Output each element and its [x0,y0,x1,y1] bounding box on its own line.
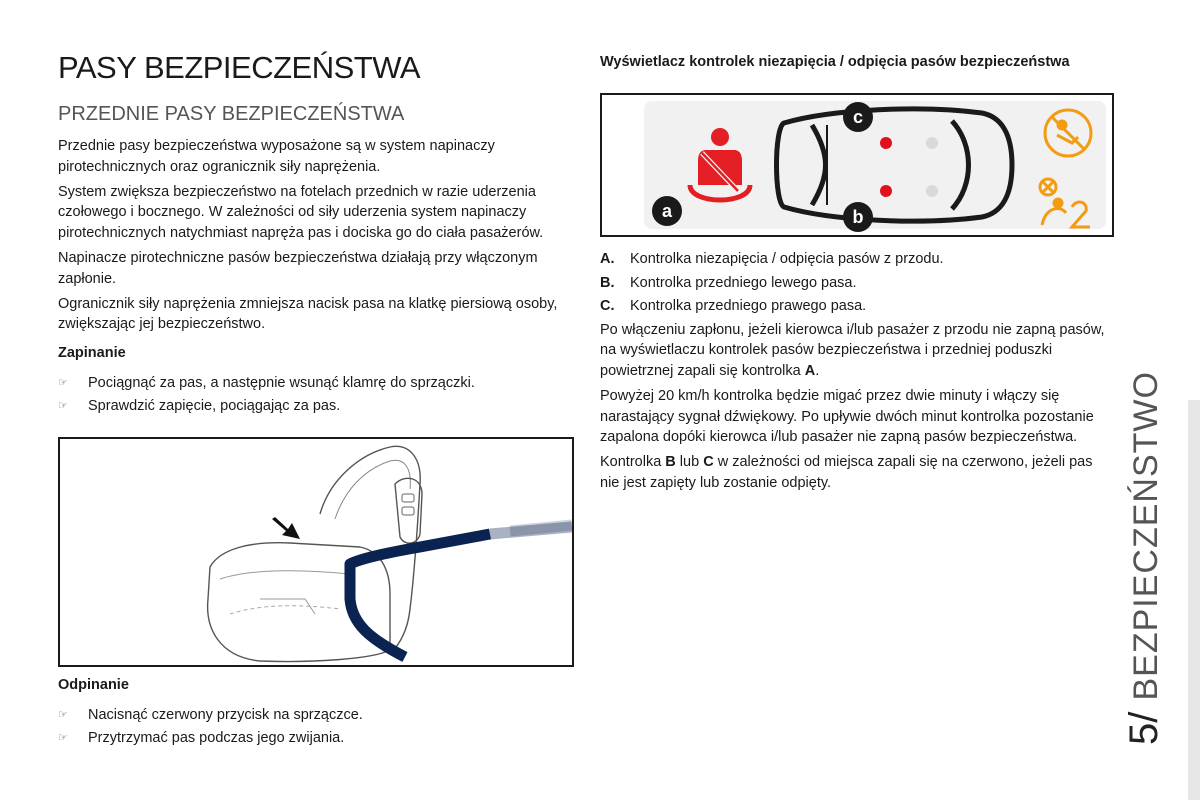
legend-item: A. Kontrolka niezapięcia / odpięcia pasów z przodu. [600,251,944,267]
unfastening-heading: Odpinanie [58,676,129,693]
legend-item: B. Kontrolka przedniego lewego pasa. [600,274,857,291]
chapter-name: BEZPIECZEŃSTWO [1127,371,1165,701]
legend-list [600,249,1110,317]
lamp-color-paragraph: Kontrolka B lub C w zależności od miejsca zapali się na czerwono, jeżeli pas nie jest zapięty lub zostanie odpięty. [600,454,1093,492]
seat-dot-rear-right [926,137,938,149]
unfastening-list [58,705,573,749]
right-column [600,52,1110,498]
seat-dot-front-right [880,137,892,149]
list-item [58,705,573,726]
hand-pointer-icon: ☞ [58,708,68,721]
display-heading: Wyświetlacz kontrolek niezapięcia / odpięcia pasów bezpieczeństwa [600,54,1070,70]
seat-dot-front-left [880,185,892,197]
hand-pointer-icon: ☞ [58,399,68,412]
list-item-text: Pociągnąć za pas, a następnie wsunąć klamrę do sprzączki. [88,375,475,392]
marker-a: a [661,201,673,221]
left-column [58,48,573,750]
ignition-paragraph: Po włączeniu zapłonu, jeżeli kierowca i/lub pasażer z przodu nie zapną pasów, na wyświetlaczu kontrolek pasów bezpieczeństwa i przedniej poduszki powietrznej zapali się kontrolka A. [600,321,1105,380]
seat-belt-illustration [58,437,574,667]
intro-paragraph: System zwiększa bezpieczeństwo na fotelach przednich w razie uderzenia czołowego i bocznego. W zależności od siły uderzenia system napinaczy pirotechnicznych natychmiast napręża pas i dociska go do ciała pasażerów. [58,183,544,242]
fastening-list [58,373,573,417]
list-item [58,728,573,749]
intro-paragraph: Ogranicznik siły naprężenia zmniejsza nacisk pasa na klatkę piersiową osoby, zwiększając jej bezpieczeństwo. [58,295,558,333]
list-item-text: Sprawdzić zapięcie, pociągając za pas. [88,397,341,414]
warning-lamps-panel [600,93,1114,237]
hand-pointer-icon: ☞ [58,731,68,744]
chapter-tab [1188,400,1200,800]
list-item-text: Nacisnąć czerwony przycisk na sprzączce. [88,706,363,723]
seat-dot-rear-left [926,185,938,197]
list-item [58,373,573,394]
hand-pointer-icon: ☞ [58,377,68,390]
chapter-label [1118,371,1178,745]
list-item [58,396,573,417]
chapter-number: 5/ [1122,711,1166,745]
section-subtitle: PRZEDNIE PASY BEZPIECZEŃSTWA [58,103,405,125]
legend-item: C. Kontrolka przedniego prawego pasa. [600,298,867,314]
speed-paragraph: Powyżej 20 km/h kontrolka będzie migać przez dwie minuty i włączy się narastający sygnał dźwiękowy. Po upływie dwóch minut kontrolka pozostanie zapalona dopóki kierowca i/lub pasażer nie zapną pasów bezpieczeństwa. [600,387,1094,446]
fastening-heading: Zapinanie [58,345,126,362]
seat-illustration [60,439,572,665]
warning-display [602,95,1112,235]
marker-b: b [852,207,864,227]
list-item-text: Przytrzymać pas podczas jego zwijania. [88,729,345,746]
marker-c: c [852,107,864,127]
intro-paragraph: Przednie pasy bezpieczeństwa wyposażone są w system napinaczy pirotechnicznych oraz ogranicznik siły naprężenia. [58,138,495,175]
page-title: PASY BEZPIECZEŃSTWA [58,50,421,85]
intro-paragraph: Napinacze pirotechniczne pasów bezpieczeństwa działają przy włączonym zapłonie. [58,249,538,287]
